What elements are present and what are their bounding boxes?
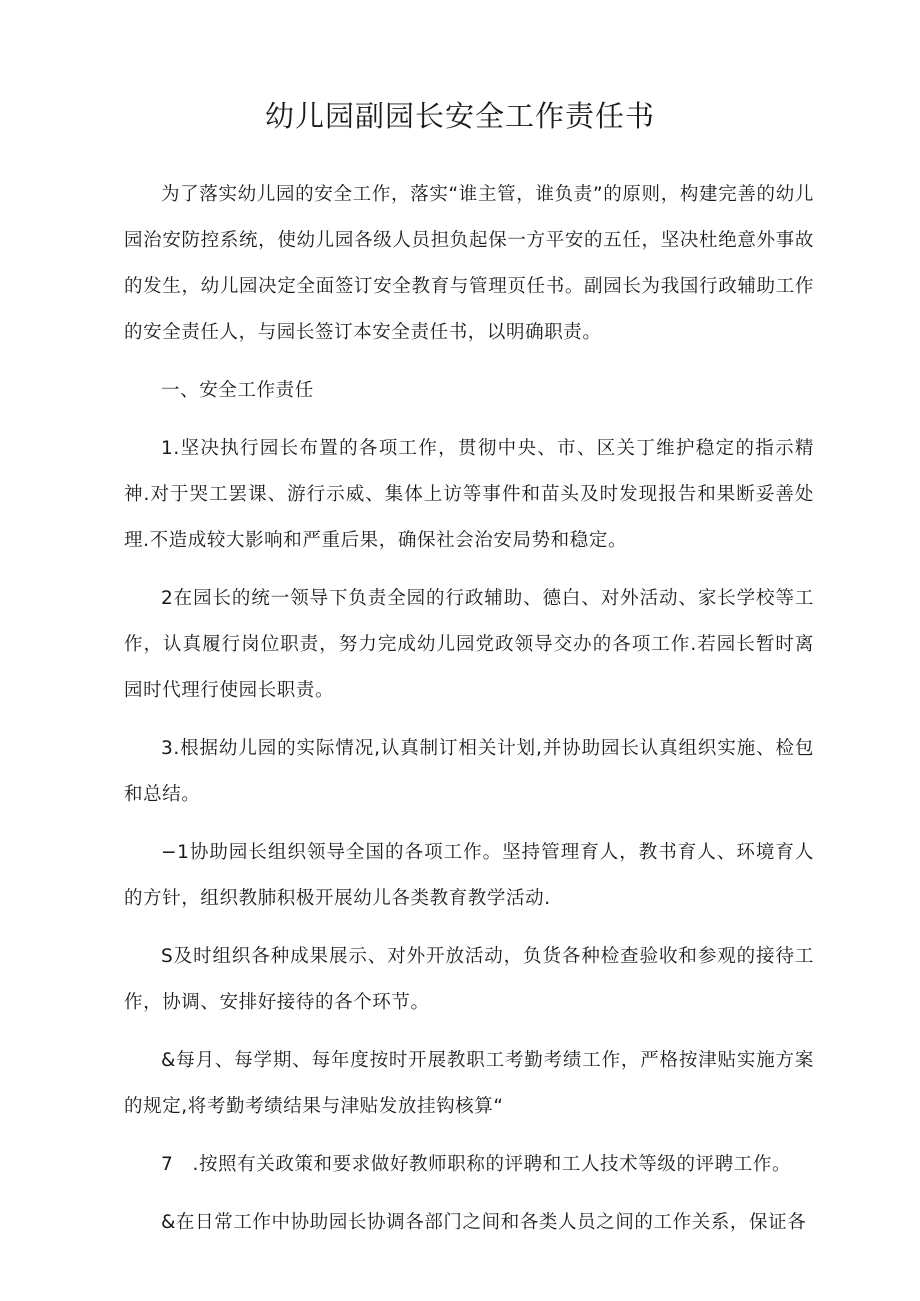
list-item: −1协助园长组织领导全国的各项工作。坚持管理育人，教书育人、环境育人的方针，组织教肺积极开展幼儿各类教育教学活动.: [124, 842, 814, 909]
section-heading: 一、安全工作责任: [161, 380, 314, 401]
list-item: &在日常工作中协助园长协调各部门之间和各类人员之间的工作关系，保证各: [161, 1212, 807, 1233]
list-item: &每月、每学期、每年度按时开展教职工考勤考绩工作，严格按津贴实施方案的规定,将考勤考绩结果与津贴发放挂钩核算“: [124, 1050, 814, 1117]
list-item: 7 .按照有关政策和要求做好教师职称的评聘和工人技术等级的评聘工作。: [161, 1154, 792, 1175]
list-item: 1.坚决执行园长布置的各项工作，贯彻中央、市、区关丁维护稳定的指示精神.对于哭工罢课、游行示威、集体上访等事件和苗头及时发现报告和果断妥善处理.不造成较大影响和严重后果，确保社会治安局势和稳定。: [124, 438, 814, 551]
intro-paragraph: 为了落实幼儿园的安全工作，落实“谁主管，谁负责”的原则，构建完善的幼儿园治安防控系统，使幼儿园各级人员担负起保一方平安的五任，坚决杜绝意外事故的发生，幼儿园决定全面签订安全教育与管理页任书。副园长为我国行政辅助工作的安全责任人，与园长签订本安全责任书，以明确职责。: [124, 184, 814, 343]
document-title: 幼儿园副园长安全工作责任书: [264, 99, 655, 133]
list-item: 3.根据幼儿园的实际情况,认真制订相关计划,并协助园长认真组织实施、检包和总结。: [124, 738, 814, 805]
list-item: S及时组织各种成果展示、对外开放活动，负货各种检查验收和参观的接待工作，协调、安排好接待的各个环节。: [124, 946, 814, 1013]
document-body: [124, 172, 814, 1258]
list-item: 2在园长的统一领导下负责全园的行政辅助、德白、对外活动、家长学校等工作，认真履行岗位职责，努力完成幼儿园党政领导交办的各项工作.若园长暂时离园时代理行使园长职责。: [124, 588, 814, 701]
